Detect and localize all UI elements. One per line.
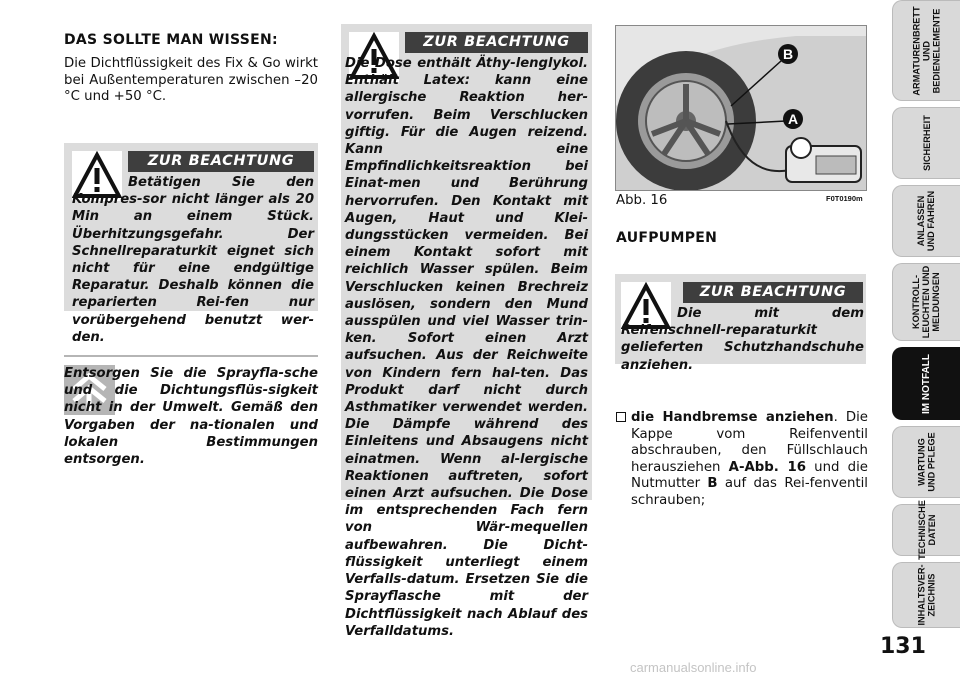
tire-inflation-illustration (616, 26, 867, 191)
step-text-2: und die Nutmutter (631, 459, 868, 491)
step-text-3: auf das Rei-fenventil schrauben; (631, 476, 868, 508)
page-number: 131 (880, 634, 926, 659)
step-bold-text: die Handbremse anziehen (631, 410, 834, 425)
warning-text: Die mit dem Reifenschnell-reparaturkit gelieferten Schutzhandschuhe anziehen. (621, 306, 864, 373)
step-label-b: B (707, 476, 718, 491)
step-figure-reference: A-Abb. 16 (728, 459, 806, 475)
recycling-notice (64, 355, 318, 468)
warning-tag: ZUR BEACHTUNG (128, 151, 314, 172)
checkbox-bullet-icon (616, 412, 626, 422)
callout-a-label: A (787, 111, 799, 127)
tab-im-notfall[interactable]: IM NOTFALL (892, 347, 960, 420)
watermark: carmanualsonline.info (630, 660, 757, 675)
warning-tag: ZUR BEACHTUNG (405, 32, 588, 53)
warning-box-gloves (615, 274, 866, 373)
warning-box-compressor (64, 143, 318, 345)
warning-text: Betätigen Sie den Kompres-sor nicht länger als 20 Min an einem Stück. Überhitzungsgefahr. Der Schnellreparaturkit eignet sich nicht für eine endgültige Reparatur. Deshalb können die reparierten Rei-fen nur vorübergehend benutzt wer-den. (72, 175, 314, 345)
warning-box-chemicals (341, 24, 592, 639)
section-heading-inflate: AUFPUMPEN (616, 230, 718, 246)
tab-sicherheit[interactable]: SICHERHEIT (892, 107, 960, 179)
tab-armaturenbrett[interactable]: ARMATURENBRETT UND BEDIENELEMENTE (892, 0, 960, 101)
tab-kontrollleuchten[interactable]: KONTROLL- LEUCHTEN UND MELDUNGEN (892, 263, 960, 341)
figure-code: F0T0190m (826, 194, 863, 203)
recycling-text: Entsorgen Sie die Sprayfla-sche und die Dichtungsflüs-sigkeit nicht in der Umwelt. Gemäß den Vorgaben der na-tionalen und lokalen Bestimmungen entsorgen. (64, 366, 318, 468)
warning-tag: ZUR BEACHTUNG (683, 282, 863, 303)
tab-anlassen[interactable]: ANLASSEN UND FAHREN (892, 185, 960, 257)
section-heading-good-to-know: DAS SOLLTE MAN WISSEN: (64, 32, 278, 48)
figure-tire-compressor (615, 25, 867, 191)
intro-paragraph: Die Dichtflüssigkeit des Fix & Go wirkt bei Außentemperaturen zwischen –20 °C und +50 °C. (64, 56, 318, 104)
warning-text: Die Dose enthält Äthy-lenglykol. Enthält Latex: kann eine allergische Reaktion her-vorrufen. Beim Verschlucken giftig. Für die Augen reizend. Kann eine Empfindlichkeitsreaktion bei Einat-men und Berührung hervorrufen. Den Kontakt mit Augen, Haut und Klei-dungsstücken vermeiden. Bei einem Kontakt sofort mit reichlich Wasser spülen. Beim Verschlucken keinen Brechreiz auslösen, sondern den Mund ausspülen und viel Wasser trin-ken. Sofort einen Arzt aufsuchen. Aus der Reichweite von Kindern fern hal-ten. Das Produkt darf nicht durch Asthmatiker verwendet werden. Die Dämpfe während des Einleitens und Absaugens nicht einatmen. Wenn al-lergische Reaktionen auftreten, sofort einen Arzt aufsuchen. Die Dose im entsprechenden Fach fern von Wär-mequellen aufbewahren. Die Dicht-flüssigkeit unterliegt einem Verfalls-datum. Ersetzen Sie die Sprayflasche mit der Dichtflüssigkeit nach Ablauf des Verfalldatums. (345, 56, 588, 639)
step-handbrake (616, 410, 868, 509)
tab-technische-daten[interactable]: TECHNISCHE DATEN (892, 504, 960, 556)
callout-b-label: B (782, 46, 794, 62)
figure-caption: Abb. 16 (616, 193, 668, 208)
step-text-1: . Die Kappe vom Reifenventil abschrauben, den Füllschlauch herausziehen (631, 410, 868, 475)
tab-wartung[interactable]: WARTUNG UND PFLEGE (892, 426, 960, 498)
tab-inhaltsverzeichnis[interactable]: INHALTSVER- ZEICHNIS (892, 562, 960, 628)
